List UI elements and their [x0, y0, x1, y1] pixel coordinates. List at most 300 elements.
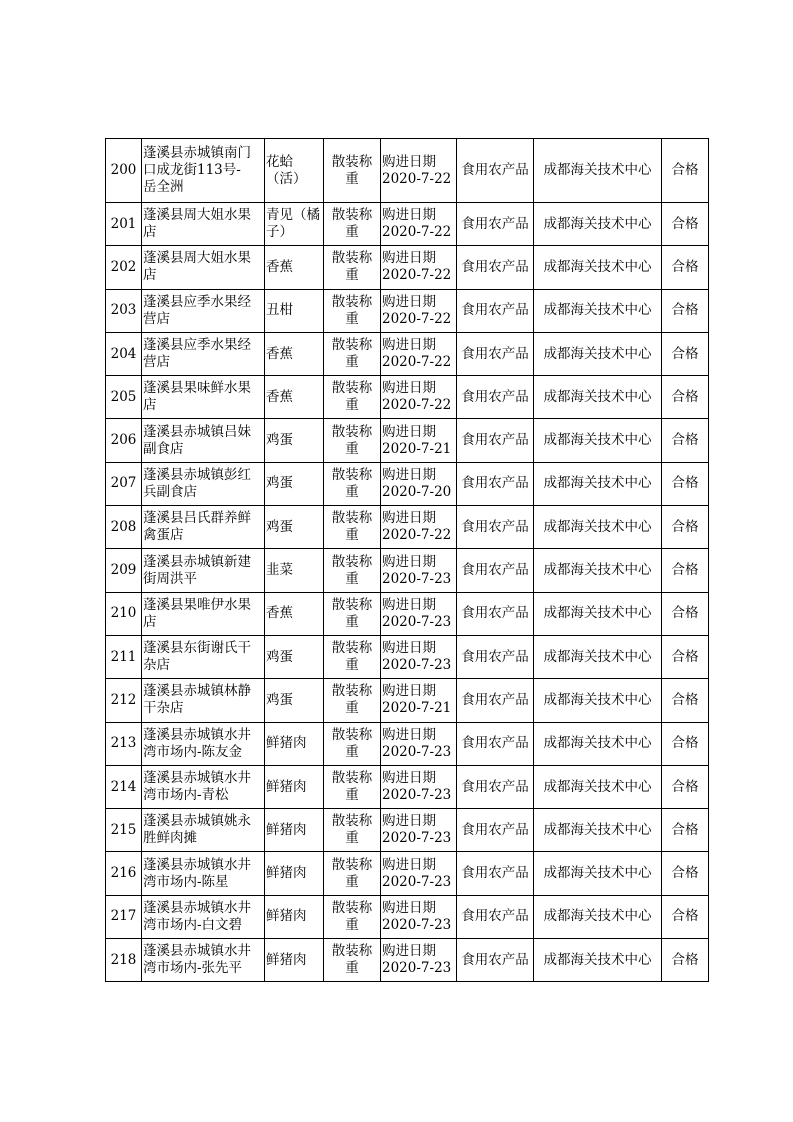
sampled-unit-name-line: 店 [143, 397, 157, 414]
food-category-cell: 食用农产品 [457, 506, 534, 549]
test-result-cell: 合格 [662, 722, 709, 765]
sampled-unit-name-line: 蓬溪县赤城镇水井 [143, 943, 251, 960]
packaging-spec-cell [324, 679, 381, 722]
packaging-spec-line: 重 [345, 267, 359, 284]
production-date-line: 2020-7-22 [382, 527, 452, 544]
row-number-cell: 208 [106, 506, 142, 549]
sampled-unit-name-line: 营店 [143, 354, 170, 371]
testing-agency-cell: 成都海关技术中心 [534, 246, 662, 289]
row-number-cell: 215 [106, 809, 142, 852]
packaging-spec-cell [324, 289, 381, 332]
production-date-line: 购进日期 [382, 510, 436, 527]
production-date-line: 购进日期 [382, 726, 436, 743]
production-date-cell [381, 139, 457, 203]
packaging-spec-cell [324, 332, 381, 375]
row-number-cell: 217 [106, 895, 142, 938]
packaging-spec-cell [324, 765, 381, 808]
packaging-spec-cell [324, 635, 381, 678]
sampled-unit-name-line: 店 [143, 224, 157, 241]
packaging-spec-cell [324, 376, 381, 419]
production-date-line: 购进日期 [382, 337, 436, 354]
testing-agency-cell: 成都海关技术中心 [534, 722, 662, 765]
testing-agency-cell: 成都海关技术中心 [534, 635, 662, 678]
sampled-unit-name-line: 蓬溪县果味鲜水果 [143, 380, 251, 397]
product-name-line: 花蛤 [266, 153, 293, 170]
production-date-line: 购进日期 [382, 466, 436, 483]
product-name-line: 韭菜 [266, 562, 293, 579]
sampled-unit-name-cell [142, 332, 265, 375]
packaging-spec-line: 重 [345, 310, 359, 327]
table-row [106, 506, 709, 549]
packaging-spec-line: 重 [345, 787, 359, 803]
product-name-cell [265, 592, 324, 635]
packaging-spec-line: 散装称 [331, 770, 373, 786]
test-result-cell: 合格 [662, 809, 709, 852]
packaging-spec-line: 散装称 [331, 553, 373, 570]
product-name-line: （活） [266, 170, 307, 187]
test-result-cell: 合格 [662, 895, 709, 938]
production-date-line: 购进日期 [382, 683, 436, 700]
product-name-cell [265, 679, 324, 722]
product-name-cell [265, 635, 324, 678]
packaging-spec-line: 散装称 [331, 726, 373, 743]
packaging-spec-line: 重 [345, 916, 359, 933]
packaging-spec-line: 散装称 [331, 337, 373, 354]
table-row [106, 722, 709, 765]
table-row [106, 635, 709, 678]
sampled-unit-name-line: 胜鲜肉摊 [143, 830, 197, 847]
production-date-cell [381, 722, 457, 765]
product-name-cell [265, 462, 324, 505]
testing-agency-cell: 成都海关技术中心 [534, 852, 662, 895]
test-result-cell: 合格 [662, 203, 709, 246]
product-name-line: 鸡蛋 [266, 691, 293, 708]
product-name-line: 鲜猪肉 [266, 908, 307, 925]
packaging-spec-line: 重 [345, 657, 359, 674]
production-date-line: 2020-7-22 [382, 354, 452, 371]
packaging-spec-cell [324, 139, 381, 203]
packaging-spec-line: 散装称 [331, 466, 373, 483]
test-result-cell: 合格 [662, 419, 709, 462]
row-number-cell: 200 [106, 139, 142, 203]
production-date-line: 2020-7-23 [382, 657, 452, 674]
row-number-cell: 211 [106, 635, 142, 678]
table-row [106, 765, 709, 808]
product-name-cell [265, 419, 324, 462]
production-date-line: 购进日期 [382, 899, 436, 916]
sampled-unit-name-cell [142, 203, 265, 246]
packaging-spec-cell [324, 203, 381, 246]
production-date-cell [381, 289, 457, 332]
sampled-unit-name-line: 湾市场内-白文碧 [143, 916, 243, 933]
production-date-cell [381, 332, 457, 375]
table-row [106, 419, 709, 462]
table-row [106, 139, 709, 203]
product-name-line: 丑柑 [266, 302, 293, 319]
product-name-line: 鸡蛋 [266, 518, 293, 535]
production-date-line: 购进日期 [382, 207, 436, 224]
sampled-unit-name-cell [142, 722, 265, 765]
sampled-unit-name-line: 蓬溪县赤城镇姚永 [143, 813, 251, 830]
packaging-spec-cell [324, 939, 381, 982]
product-name-line: 鲜猪肉 [266, 735, 307, 752]
production-date-line: 2020-7-23 [382, 873, 452, 890]
production-date-line: 购进日期 [382, 943, 436, 960]
product-name-line: 香蕉 [266, 605, 293, 622]
row-number-cell: 213 [106, 722, 142, 765]
food-category-cell: 食用农产品 [457, 376, 534, 419]
production-date-line: 购进日期 [382, 423, 436, 440]
production-date-line: 2020-7-20 [382, 483, 452, 500]
product-name-cell [265, 139, 324, 203]
product-name-line: 香蕉 [266, 388, 293, 405]
product-name-cell [265, 289, 324, 332]
testing-agency-cell: 成都海关技术中心 [534, 462, 662, 505]
row-number-cell: 207 [106, 462, 142, 505]
packaging-spec-cell [324, 809, 381, 852]
table-row [106, 203, 709, 246]
test-result-cell: 合格 [662, 765, 709, 808]
food-category-cell: 食用农产品 [457, 852, 534, 895]
production-date-cell [381, 635, 457, 678]
inspection-results-table [105, 138, 709, 982]
product-name-cell [265, 246, 324, 289]
production-date-line: 2020-7-22 [382, 224, 452, 241]
test-result-cell: 合格 [662, 139, 709, 203]
product-name-cell [265, 895, 324, 938]
sampled-unit-name-line: 店 [143, 613, 157, 630]
product-name-line: 香蕉 [266, 345, 293, 362]
product-name-cell [265, 852, 324, 895]
sampled-unit-name-line: 兵副食店 [143, 483, 197, 500]
production-date-line: 2020-7-22 [382, 170, 452, 187]
test-result-cell: 合格 [662, 376, 709, 419]
row-number-cell: 201 [106, 203, 142, 246]
production-date-cell [381, 895, 457, 938]
row-number-cell: 204 [106, 332, 142, 375]
packaging-spec-line: 散装称 [331, 943, 373, 960]
product-name-line: 鲜猪肉 [266, 778, 307, 795]
packaging-spec-cell [324, 852, 381, 895]
packaging-spec-cell [324, 246, 381, 289]
product-name-line: 鸡蛋 [266, 648, 293, 665]
production-date-cell [381, 203, 457, 246]
production-date-line: 2020-7-23 [382, 916, 452, 933]
table-row [106, 289, 709, 332]
sampled-unit-name-line: 蓬溪县应季水果经 [143, 337, 251, 354]
sampled-unit-name-cell [142, 462, 265, 505]
row-number-cell: 218 [106, 939, 142, 982]
table-row [106, 462, 709, 505]
food-category-cell: 食用农产品 [457, 635, 534, 678]
table-row [106, 809, 709, 852]
table-body [106, 139, 709, 982]
production-date-line: 2020-7-22 [382, 310, 452, 327]
packaging-spec-cell [324, 419, 381, 462]
sampled-unit-name-line: 岳全洲 [143, 179, 184, 195]
sampled-unit-name-line: 蓬溪县赤城镇水井 [143, 726, 251, 743]
sampled-unit-name-cell [142, 419, 265, 462]
product-name-cell [265, 332, 324, 375]
sampled-unit-name-line: 蓬溪县周大姐水果 [143, 250, 251, 267]
packaging-spec-line: 散装称 [331, 423, 373, 440]
packaging-spec-line: 散装称 [331, 596, 373, 613]
production-date-line: 购进日期 [382, 856, 436, 873]
testing-agency-cell: 成都海关技术中心 [534, 765, 662, 808]
product-name-cell [265, 809, 324, 852]
testing-agency-cell: 成都海关技术中心 [534, 419, 662, 462]
food-category-cell: 食用农产品 [457, 462, 534, 505]
table-row [106, 246, 709, 289]
sampled-unit-name-line: 蓬溪县赤城镇南门 [143, 145, 251, 161]
food-category-cell: 食用农产品 [457, 809, 534, 852]
product-name-cell [265, 506, 324, 549]
sampled-unit-name-line: 蓬溪县赤城镇彭红 [143, 466, 251, 483]
table-row [106, 592, 709, 635]
production-date-line: 2020-7-22 [382, 397, 452, 414]
sampled-unit-name-line: 蓬溪县赤城镇林静 [143, 683, 251, 700]
food-category-cell: 食用农产品 [457, 765, 534, 808]
test-result-cell: 合格 [662, 939, 709, 982]
sampled-unit-name-cell [142, 549, 265, 592]
test-result-cell: 合格 [662, 549, 709, 592]
sampled-unit-name-cell [142, 765, 265, 808]
packaging-spec-line: 散装称 [331, 380, 373, 397]
product-name-cell [265, 549, 324, 592]
production-date-cell [381, 419, 457, 462]
sampled-unit-name-line: 营店 [143, 310, 170, 327]
production-date-line: 购进日期 [382, 640, 436, 657]
row-number-cell: 205 [106, 376, 142, 419]
sampled-unit-name-line: 蓬溪县应季水果经 [143, 293, 251, 310]
packaging-spec-line: 重 [345, 743, 359, 760]
packaging-spec-line: 重 [345, 170, 359, 187]
sampled-unit-name-cell [142, 895, 265, 938]
sampled-unit-name-line: 禽蛋店 [143, 527, 184, 544]
sampled-unit-name-line: 干杂店 [143, 700, 184, 717]
packaging-spec-line: 重 [345, 527, 359, 544]
testing-agency-cell: 成都海关技术中心 [534, 679, 662, 722]
production-date-cell [381, 246, 457, 289]
production-date-line: 购进日期 [382, 293, 436, 310]
table-row [106, 376, 709, 419]
packaging-spec-line: 重 [345, 873, 359, 890]
sampled-unit-name-cell [142, 635, 265, 678]
table-row [106, 852, 709, 895]
sampled-unit-name-line: 街周洪平 [143, 570, 197, 587]
sampled-unit-name-line: 蓬溪县周大姐水果 [143, 207, 251, 224]
food-category-cell: 食用农产品 [457, 289, 534, 332]
sampled-unit-name-cell [142, 852, 265, 895]
testing-agency-cell: 成都海关技术中心 [534, 332, 662, 375]
food-category-cell: 食用农产品 [457, 332, 534, 375]
table-row [106, 939, 709, 982]
product-name-line: 鲜猪肉 [266, 821, 307, 838]
test-result-cell: 合格 [662, 462, 709, 505]
food-category-cell: 食用农产品 [457, 895, 534, 938]
testing-agency-cell: 成都海关技术中心 [534, 203, 662, 246]
production-date-cell [381, 592, 457, 635]
production-date-cell [381, 462, 457, 505]
production-date-line: 购进日期 [382, 380, 436, 397]
production-date-line: 2020-7-23 [382, 830, 452, 847]
test-result-cell: 合格 [662, 332, 709, 375]
production-date-line: 2020-7-21 [382, 700, 452, 717]
packaging-spec-line: 重 [345, 354, 359, 371]
packaging-spec-cell [324, 592, 381, 635]
sampled-unit-name-cell [142, 679, 265, 722]
sampled-unit-name-line: 口成龙街113号- [143, 162, 241, 178]
row-number-cell: 216 [106, 852, 142, 895]
sampled-unit-name-cell [142, 139, 265, 203]
testing-agency-cell: 成都海关技术中心 [534, 549, 662, 592]
row-number-cell: 209 [106, 549, 142, 592]
row-number-cell: 202 [106, 246, 142, 289]
test-result-cell: 合格 [662, 635, 709, 678]
testing-agency-cell: 成都海关技术中心 [534, 376, 662, 419]
product-name-line: 香蕉 [266, 258, 293, 275]
sampled-unit-name-line: 蓬溪县果唯伊水果 [143, 596, 251, 613]
sampled-unit-name-line: 副食店 [143, 440, 184, 457]
product-name-cell [265, 376, 324, 419]
packaging-spec-line: 散装称 [331, 510, 373, 527]
packaging-spec-line: 重 [345, 224, 359, 241]
packaging-spec-line: 散装称 [331, 293, 373, 310]
product-name-cell [265, 939, 324, 982]
production-date-line: 购进日期 [382, 153, 436, 170]
sampled-unit-name-line: 店 [143, 267, 157, 284]
testing-agency-cell: 成都海关技术中心 [534, 592, 662, 635]
production-date-line: 购进日期 [382, 553, 436, 570]
production-date-line: 2020-7-23 [382, 960, 452, 977]
sampled-unit-name-line: 蓬溪县东街谢氏干 [143, 640, 251, 657]
food-category-cell: 食用农产品 [457, 246, 534, 289]
production-date-line: 购进日期 [382, 770, 436, 786]
packaging-spec-line: 散装称 [331, 856, 373, 873]
table-row [106, 895, 709, 938]
row-number-cell: 212 [106, 679, 142, 722]
packaging-spec-line: 散装称 [331, 683, 373, 700]
row-number-cell: 210 [106, 592, 142, 635]
food-category-cell: 食用农产品 [457, 549, 534, 592]
production-date-line: 购进日期 [382, 813, 436, 830]
testing-agency-cell: 成都海关技术中心 [534, 289, 662, 332]
packaging-spec-line: 重 [345, 700, 359, 717]
sampled-unit-name-cell [142, 376, 265, 419]
food-category-cell: 食用农产品 [457, 592, 534, 635]
production-date-cell [381, 376, 457, 419]
production-date-cell [381, 549, 457, 592]
sampled-unit-name-line: 蓬溪县赤城镇水井 [143, 899, 251, 916]
testing-agency-cell: 成都海关技术中心 [534, 139, 662, 203]
production-date-cell [381, 809, 457, 852]
food-category-cell: 食用农产品 [457, 722, 534, 765]
production-date-line: 2020-7-23 [382, 743, 452, 760]
product-name-cell [265, 765, 324, 808]
test-result-cell: 合格 [662, 852, 709, 895]
packaging-spec-line: 散装称 [331, 640, 373, 657]
packaging-spec-cell [324, 722, 381, 765]
sampled-unit-name-cell [142, 246, 265, 289]
packaging-spec-line: 散装称 [331, 250, 373, 267]
production-date-cell [381, 852, 457, 895]
test-result-cell: 合格 [662, 246, 709, 289]
row-number-cell: 203 [106, 289, 142, 332]
packaging-spec-cell [324, 506, 381, 549]
food-category-cell: 食用农产品 [457, 679, 534, 722]
sampled-unit-name-cell [142, 939, 265, 982]
sampled-unit-name-line: 蓬溪县吕氏群养鲜 [143, 510, 251, 527]
row-number-cell: 214 [106, 765, 142, 808]
packaging-spec-cell [324, 549, 381, 592]
test-result-cell: 合格 [662, 506, 709, 549]
product-name-cell [265, 203, 324, 246]
packaging-spec-line: 散装称 [331, 207, 373, 224]
packaging-spec-line: 重 [345, 397, 359, 414]
table-row [106, 332, 709, 375]
food-category-cell: 食用农产品 [457, 203, 534, 246]
sampled-unit-name-cell [142, 506, 265, 549]
packaging-spec-line: 重 [345, 440, 359, 457]
product-name-line: 子） [266, 224, 293, 241]
production-date-cell [381, 506, 457, 549]
sampled-unit-name-line: 蓬溪县赤城镇水井 [143, 856, 251, 873]
test-result-cell: 合格 [662, 592, 709, 635]
testing-agency-cell: 成都海关技术中心 [534, 506, 662, 549]
sampled-unit-name-cell [142, 809, 265, 852]
table-row [106, 549, 709, 592]
production-date-line: 购进日期 [382, 596, 436, 613]
packaging-spec-line: 重 [345, 613, 359, 630]
food-category-cell: 食用农产品 [457, 419, 534, 462]
sampled-unit-name-line: 杂店 [143, 657, 170, 674]
packaging-spec-cell [324, 895, 381, 938]
sampled-unit-name-line: 湾市场内-张先平 [143, 960, 243, 977]
production-date-line: 2020-7-23 [382, 613, 452, 630]
production-date-cell [381, 939, 457, 982]
packaging-spec-line: 重 [345, 483, 359, 500]
sampled-unit-name-line: 蓬溪县赤城镇水井 [143, 770, 251, 786]
test-result-cell: 合格 [662, 679, 709, 722]
sampled-unit-name-line: 湾市场内-青松 [143, 787, 229, 803]
production-date-line: 2020-7-23 [382, 570, 452, 587]
packaging-spec-line: 散装称 [331, 153, 373, 170]
sampled-unit-name-line: 蓬溪县赤城镇吕妹 [143, 423, 251, 440]
production-date-cell [381, 679, 457, 722]
packaging-spec-line: 重 [345, 570, 359, 587]
sampled-unit-name-line: 湾市场内-陈星 [143, 873, 229, 890]
packaging-spec-line: 散装称 [331, 899, 373, 916]
testing-agency-cell: 成都海关技术中心 [534, 809, 662, 852]
production-date-line: 购进日期 [382, 250, 436, 267]
row-number-cell: 206 [106, 419, 142, 462]
food-category-cell: 食用农产品 [457, 939, 534, 982]
product-name-line: 鸡蛋 [266, 475, 293, 492]
production-date-line: 2020-7-23 [382, 787, 452, 803]
food-category-cell: 食用农产品 [457, 139, 534, 203]
product-name-line: 鲜猪肉 [266, 951, 307, 968]
product-name-cell [265, 722, 324, 765]
testing-agency-cell: 成都海关技术中心 [534, 895, 662, 938]
packaging-spec-line: 重 [345, 830, 359, 847]
sampled-unit-name-line: 蓬溪县赤城镇新建 [143, 553, 251, 570]
test-result-cell: 合格 [662, 289, 709, 332]
packaging-spec-cell [324, 462, 381, 505]
sampled-unit-name-cell [142, 289, 265, 332]
product-name-line: 青见（橘 [266, 207, 320, 224]
packaging-spec-line: 散装称 [331, 813, 373, 830]
sampled-unit-name-line: 湾市场内-陈友金 [143, 743, 243, 760]
